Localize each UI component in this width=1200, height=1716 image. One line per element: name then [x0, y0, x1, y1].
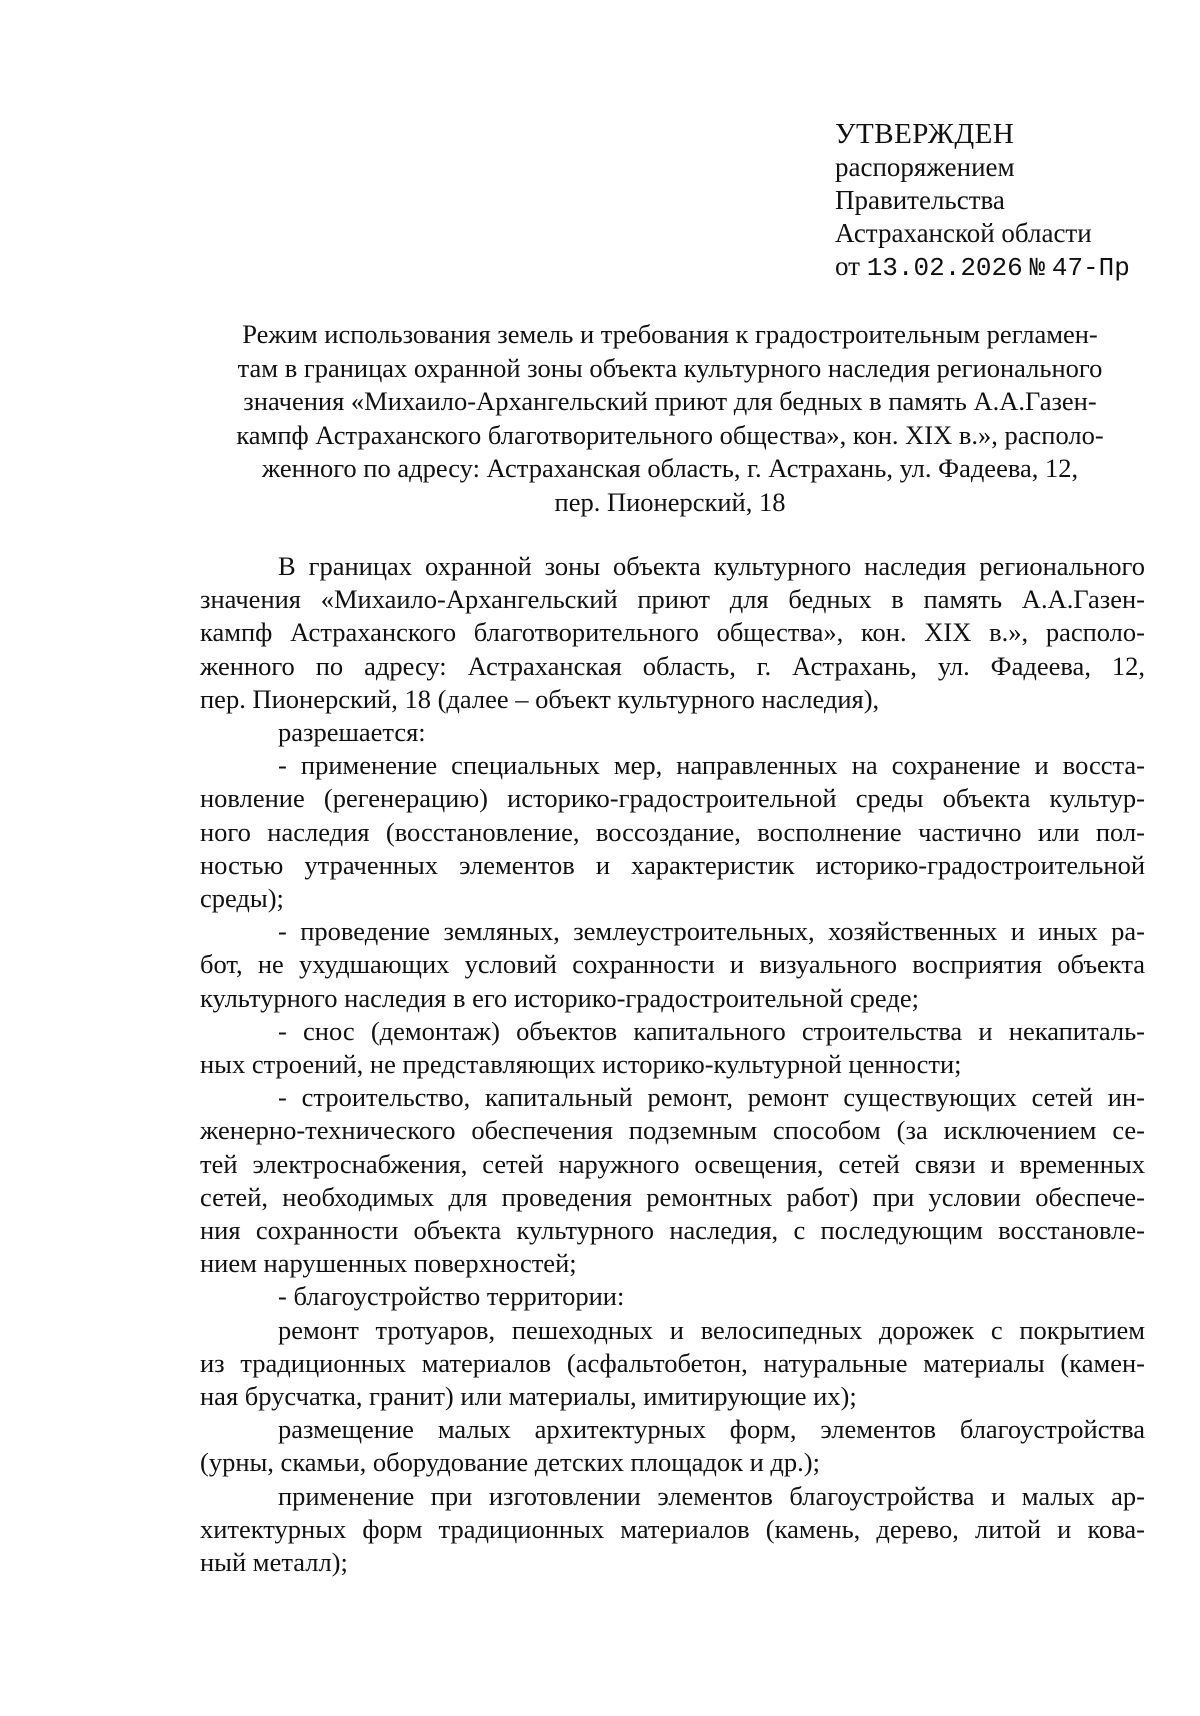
body-line: из традиционных материалов (асфальтобетон, натуральные материалы (камен- [200, 1347, 1145, 1378]
body-line: новление (регенерацию) историко-градостроительной среды объекта культур- [200, 783, 1145, 814]
approval-date-line [835, 250, 1175, 285]
list-item [200, 915, 1145, 1015]
body-line: женного по адресу: Астраханская область, г. Астрахань, ул. Фадеева, 12, [200, 650, 1145, 681]
allowed-label: разрешается: [278, 717, 426, 748]
heading-line: кампф Астраханского благотворительного общества», кон. XIX в.», располо- [236, 419, 1104, 450]
body-line: тей электроснабжения, сетей наружного освещения, сетей связи и временных [200, 1148, 1145, 1179]
date-prefix: от [835, 251, 860, 281]
body-line: - проведение земляных, землеустроительных, хозяйственных и иных ра- [278, 916, 1145, 947]
sub-item [200, 1480, 1145, 1580]
body-line: пер. Пионерский, 18 (далее – объект культурного наследия), [200, 683, 880, 714]
document-heading [190, 318, 1150, 519]
body-line: ностью утраченных элементов и характеристик историко-градостроительной [200, 849, 1145, 880]
body-line: сетей, необходимых для проведения ремонтных работ) при условии обеспече- [200, 1181, 1145, 1212]
body-line: - снос (демонтаж) объектов капитального строительства и некапиталь- [278, 1015, 1145, 1046]
body-line: ная брусчатка, гранит) или материалы, имитирующие их); [200, 1381, 857, 1412]
body-line: применение при изготовлении элементов благоустройства и малых ар- [278, 1480, 1145, 1511]
body-line: - строительство, капитальный ремонт, ремонт существующих сетей ин- [278, 1082, 1145, 1113]
body-line: хитектурных форм традиционных материалов (камень, дерево, литой и кова- [200, 1513, 1145, 1544]
body-line: ния сохранности объекта культурного наследия, с последующим восстановле- [200, 1215, 1145, 1246]
approved-title: УТВЕРЖДЕН [835, 118, 1015, 150]
body-line: значения «Михаило-Архангельский приют для бедных в память А.А.Газен- [200, 584, 1145, 615]
body-line: ного наследия (восстановление, воссоздание, восполнение частично или пол- [200, 816, 1145, 847]
body-line: культурного наследия в его историко-градостроительной среде; [200, 982, 919, 1013]
body-line: бот, не ухудшающих условий сохранности и визуального восприятия объекта [200, 949, 1145, 980]
approval-line-3: Астраханской области [835, 218, 1092, 248]
approval-stamp-block [835, 118, 1175, 285]
list-item [200, 1081, 1145, 1280]
heading-line: пер. Пионерский, 18 [554, 486, 786, 517]
list-item [200, 749, 1145, 915]
list-item: - благоустройство территории: [278, 1281, 625, 1312]
sub-item [200, 1413, 1145, 1479]
heading-line: женного по адресу: Астраханская область, г. Астрахань, ул. Фадеева, 12, [261, 453, 1079, 483]
approval-line-2: Правительства [835, 185, 1005, 215]
heading-line: там в границах охранной зоны объекта культурного наследия регионального [237, 352, 1103, 383]
body-line: ных строений, не представляющих историко-культурной ценности; [200, 1049, 962, 1080]
list-item [200, 1015, 1145, 1081]
body-line: В границах охранной зоны объекта культурного наследия регионального [278, 551, 1145, 581]
body-line: (урны, скамьи, оборудование детских площадок и др.); [200, 1447, 820, 1478]
number-sign: № [1029, 253, 1046, 283]
approval-number: 47-Пр [1051, 253, 1130, 283]
body-line: ный металл); [200, 1547, 348, 1578]
body-line: размещение малых архитектурных форм, элементов благоустройства [278, 1414, 1145, 1445]
body-line: ремонт тротуаров, пешеходных и велосипедных дорожек с покрытием [278, 1314, 1145, 1345]
intro-paragraph [200, 550, 1145, 716]
body-line: нием нарушенных поверхностей; [200, 1248, 577, 1279]
document-body [200, 550, 1145, 1579]
sub-item [200, 1314, 1145, 1414]
body-line: - применение специальных мер, направленных на сохранение и восста- [278, 750, 1145, 781]
approval-date: 13.02.2026 [866, 253, 1023, 283]
body-line: женерно-технического обеспечения подземным способом (за исключением се- [200, 1115, 1145, 1146]
heading-line: значения «Михаило-Архангельский приют для бедных в память А.А.Газен- [243, 386, 1097, 416]
approval-line-1: распоряжением [835, 152, 1015, 182]
body-line: кампф Астраханского благотворительного общества», кон. XIX в.», располо- [200, 617, 1145, 648]
heading-line: Режим использования земель и требования к градостроительным регламен- [242, 319, 1098, 349]
body-line: среды); [200, 883, 284, 914]
